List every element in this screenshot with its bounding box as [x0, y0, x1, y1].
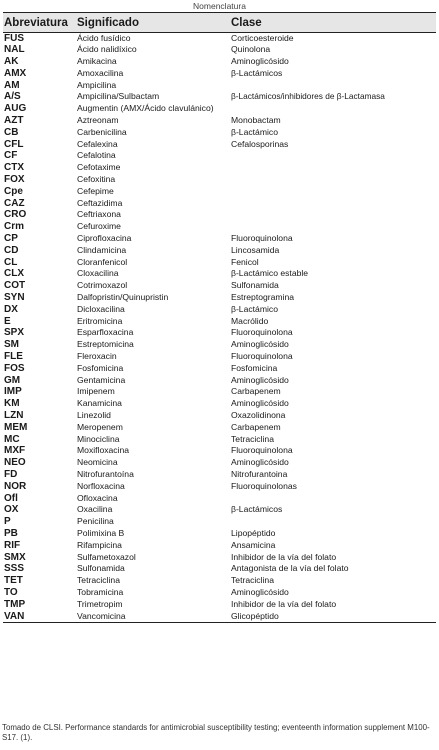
class-cell: [230, 209, 436, 221]
abbreviation-cell: LZN: [4, 410, 24, 421]
class-cell: Inhibidor de la vía del folato: [231, 551, 337, 562]
abbreviation-cell: AZT: [4, 115, 24, 127]
table-row: [3, 469, 436, 481]
abbreviation-cell: CRO: [4, 209, 27, 221]
class-cell: Inhibidor de la vía del folato: [231, 598, 337, 609]
meaning-cell: Moxifloxacina: [77, 445, 130, 456]
table-row: [3, 316, 436, 328]
header-abbreviation: Abreviatura: [4, 16, 68, 29]
table-row: [3, 68, 436, 80]
meaning-cell: Imipenem: [77, 386, 115, 397]
meaning-cell: Clindamicina: [77, 244, 127, 255]
class-cell: Macrólido: [231, 315, 269, 326]
meaning-cell: Ceftazidima: [77, 197, 123, 208]
abbreviation-cell: AM: [4, 79, 20, 91]
abbreviation-cell: CAZ: [4, 197, 25, 209]
table-row: [3, 80, 436, 92]
abbreviation-cell: TO: [4, 586, 18, 598]
table-row: [3, 528, 436, 540]
table-row: [3, 280, 436, 292]
class-cell: Aminoglicósido: [231, 457, 289, 468]
class-cell: β-Lactámicos/inhibidores de β-Lactamasa: [231, 91, 385, 102]
class-cell: [230, 186, 436, 198]
abbreviation-cell: CTX: [4, 162, 24, 174]
table-row: [3, 563, 436, 575]
meaning-cell: Polimixina B: [77, 527, 125, 538]
abbreviation-cell: CF: [4, 150, 18, 162]
table-row: [3, 103, 436, 115]
table-row: [3, 33, 436, 45]
meaning-cell: Rifampicina: [77, 539, 122, 550]
abbreviation-cell: FOS: [4, 362, 25, 374]
table-row: [3, 599, 436, 611]
table-row: [3, 575, 436, 587]
abbreviation-cell: GM: [4, 374, 21, 386]
class-cell: Cefalosporinas: [231, 138, 289, 149]
class-cell: Carbapenem: [231, 421, 281, 432]
abbreviation-cell: NOR: [4, 480, 27, 492]
table-row: [3, 493, 436, 505]
header-class: Clase: [231, 16, 262, 29]
table-row: [3, 611, 436, 623]
meaning-cell: Tobramicina: [77, 586, 124, 597]
meaning-cell: Sulfonamida: [77, 563, 125, 574]
meaning-cell: Ceftriaxona: [77, 209, 121, 220]
table-row: [3, 481, 436, 493]
class-cell: [230, 493, 436, 505]
class-cell: β-Lactámicos: [231, 504, 283, 515]
table-row: [3, 56, 436, 68]
meaning-cell: Cefepime: [77, 185, 114, 196]
table-row: [3, 186, 436, 198]
meaning-cell: Estreptomicina: [77, 339, 134, 350]
abbreviation-cell: FLE: [4, 351, 23, 363]
abbreviation-cell: SMX: [4, 551, 26, 563]
class-cell: Ansamicina: [231, 539, 276, 550]
abbreviation-cell: AUG: [4, 103, 27, 115]
abbreviation-cell: Crm: [4, 221, 25, 233]
source-footnote: Tomado de CLSI. Performance standards for antimicrobial susceptibility testing; eventeenth information supplement M100-S17. (1).: [2, 723, 430, 742]
abbreviation-cell: OX: [4, 504, 19, 516]
class-cell: Aminoglicósido: [231, 374, 289, 385]
meaning-cell: Augmentin (AMX/Ácido clavulánico): [77, 103, 214, 114]
abbreviation-cell: NAL: [4, 44, 25, 56]
table-row: [3, 150, 436, 162]
meaning-cell: Meropenem: [77, 421, 123, 432]
meaning-cell: Norfloxacina: [77, 480, 125, 491]
abbreviation-cell: IMP: [4, 386, 22, 398]
abbreviation-cell: PB: [4, 527, 18, 539]
meaning-cell: Cefalotina: [77, 150, 116, 161]
meaning-cell: Trimetropim: [77, 598, 123, 609]
abbreviation-cell: KM: [4, 398, 20, 410]
meaning-cell: Fosfomicina: [77, 362, 124, 373]
class-cell: β-Lactámico: [231, 303, 278, 314]
table-row: [3, 174, 436, 186]
table-row: [3, 44, 436, 56]
abbreviation-cell: CFL: [4, 138, 24, 150]
meaning-cell: Linezolid: [77, 410, 111, 420]
meaning-cell: Cloxacilina: [77, 268, 119, 279]
table-row: [3, 351, 436, 363]
class-cell: Fluoroquinolona: [231, 327, 293, 338]
table-row: [3, 375, 436, 387]
meaning-cell: Minociclina: [77, 433, 120, 444]
meaning-cell: Neomicina: [77, 457, 118, 468]
class-cell: Tetraciclina: [231, 433, 274, 444]
table-row: [3, 398, 436, 410]
abbreviation-cell: MC: [4, 433, 20, 445]
class-cell: Fluoroquinolona: [231, 351, 293, 362]
meaning-cell: Amoxacilina: [77, 67, 124, 78]
class-cell: Aminoglicósido: [231, 56, 289, 67]
table-row: [3, 221, 436, 233]
class-cell: [230, 103, 436, 115]
meaning-cell: Fleroxacin: [77, 351, 117, 362]
meaning-cell: Amikacina: [77, 56, 117, 67]
meaning-cell: Cefotaxime: [77, 162, 121, 173]
abbreviation-cell: CB: [4, 126, 19, 138]
meaning-cell: Cefoxitina: [77, 174, 116, 185]
meaning-cell: Ácido fusídico: [77, 33, 131, 43]
abbreviation-cell: SM: [4, 339, 19, 351]
class-cell: Lipopéptido: [231, 527, 276, 538]
meaning-cell: Aztreonam: [77, 115, 119, 126]
class-cell: Tetraciclina: [231, 575, 274, 586]
class-cell: Sulfonamida: [231, 280, 279, 291]
class-cell: Quinolona: [231, 44, 271, 55]
meaning-cell: Tetraciclina: [77, 575, 120, 586]
abbreviation-cell: AK: [4, 56, 19, 68]
class-cell: β-Lactámico estable: [231, 268, 309, 279]
class-cell: [230, 162, 436, 174]
abbreviation-cell: CL: [4, 256, 18, 268]
class-cell: Monobactam: [231, 115, 281, 126]
meaning-cell: Ofloxacina: [77, 492, 118, 503]
table-row: [3, 504, 436, 516]
abbreviation-cell: FOX: [4, 174, 25, 186]
meaning-cell: Cotrimoxazol: [77, 280, 128, 291]
meaning-cell: Ácido nalidíxico: [77, 44, 137, 55]
class-cell: Aminoglicósido: [231, 398, 289, 409]
table-row: [3, 363, 436, 375]
abbreviation-cell: TET: [4, 575, 23, 587]
table-row: [3, 327, 436, 339]
meaning-cell: Kanamicina: [77, 398, 122, 409]
class-cell: Carbapenem: [231, 386, 281, 397]
class-cell: Antagonista de la vía del folato: [231, 563, 349, 574]
abbreviation-cell: CP: [4, 233, 18, 245]
nomenclature-table: [3, 12, 436, 623]
meaning-cell: Cefalexina: [77, 138, 118, 149]
table-row: [3, 91, 436, 103]
class-cell: [230, 174, 436, 186]
abbreviation-cell: SSS: [4, 563, 25, 575]
meaning-cell: Esparfloxacina: [77, 327, 134, 338]
abbreviation-cell: A/S: [4, 91, 21, 103]
class-cell: Estreptogramina: [231, 292, 295, 303]
class-cell: Lincosamida: [231, 244, 280, 255]
table-row: [3, 339, 436, 351]
abbreviation-cell: RIF: [4, 539, 21, 551]
table-row: [3, 162, 436, 174]
table-body: [3, 33, 436, 623]
meaning-cell: Dalfopristin/Quinupristin: [77, 292, 169, 303]
table-row: [3, 209, 436, 221]
meaning-cell: Gentamicina: [77, 374, 126, 385]
table-row: [3, 410, 436, 422]
table-row: [3, 386, 436, 398]
abbreviation-cell: COT: [4, 280, 26, 292]
meaning-cell: Ampicilina/Sulbactam: [77, 91, 160, 102]
table-row: [3, 115, 436, 127]
meaning-cell: Cloranfenicol: [77, 256, 128, 267]
table-row: [3, 434, 436, 446]
meaning-cell: Ciprofloxacina: [77, 233, 132, 244]
abbreviation-cell: Cpe: [4, 185, 23, 197]
table-row: [3, 127, 436, 139]
table-row: [3, 139, 436, 151]
class-cell: [230, 150, 436, 162]
class-cell: Corticoesteroide: [231, 33, 294, 43]
table-row: [3, 268, 436, 280]
class-cell: β-Lactámicos: [231, 67, 283, 78]
abbreviation-cell: CLX: [4, 268, 24, 280]
table-row: [3, 245, 436, 257]
class-cell: β-Lactámico: [231, 126, 278, 137]
meaning-cell: Carbenicilina: [77, 126, 127, 137]
table-row: [3, 457, 436, 469]
abbreviation-cell: SPX: [4, 327, 25, 339]
abbreviation-cell: VAN: [4, 610, 25, 622]
table-row: [3, 552, 436, 564]
class-cell: Fenicol: [231, 256, 259, 267]
meaning-cell: Dicloxacilina: [77, 303, 125, 314]
meaning-cell: Sulfametoxazol: [77, 551, 136, 562]
meaning-cell: Vancomicina: [77, 610, 126, 621]
header-meaning: Significado: [77, 16, 139, 29]
table-row: [3, 233, 436, 245]
abbreviation-cell: MXF: [4, 445, 26, 457]
abbreviation-cell: CD: [4, 244, 19, 256]
meaning-cell: Ampicilina: [77, 79, 117, 90]
table-row: [3, 257, 436, 269]
meaning-cell: Cefuroxime: [77, 221, 121, 232]
class-cell: Glicopéptido: [231, 610, 279, 621]
class-cell: Fluoroquinolona: [231, 233, 293, 244]
class-cell: Aminoglicósido: [231, 339, 289, 350]
table-row: [3, 198, 436, 210]
table-header-row: [3, 13, 436, 33]
class-cell: [230, 80, 436, 92]
abbreviation-cell: NEO: [4, 457, 26, 469]
table-row: [3, 587, 436, 599]
abbreviation-cell: FUS: [4, 33, 24, 44]
class-cell: Fosfomicina: [231, 362, 278, 373]
table-row: [3, 422, 436, 434]
table-caption: Nomenclatura: [193, 1, 246, 11]
abbreviation-cell: SYN: [4, 292, 25, 304]
class-cell: [230, 198, 436, 210]
table-row: [3, 445, 436, 457]
table-row: [3, 540, 436, 552]
abbreviation-cell: E: [4, 315, 11, 327]
meaning-cell: Oxacilina: [77, 504, 113, 515]
class-cell: Aminoglicósido: [231, 586, 289, 597]
abbreviation-cell: FD: [4, 468, 18, 480]
table-row: [3, 516, 436, 528]
meaning-cell: Eritromicina: [77, 315, 123, 326]
table-row: [3, 304, 436, 316]
class-cell: Fluoroquinolona: [231, 445, 293, 456]
class-cell: Fluoroquinolonas: [231, 480, 297, 491]
abbreviation-cell: P: [4, 516, 11, 528]
abbreviation-cell: DX: [4, 303, 18, 315]
meaning-cell: Penicilina: [77, 516, 114, 527]
class-cell: Nitrofurantoina: [231, 468, 288, 479]
class-cell: Oxazolidinona: [231, 410, 286, 420]
meaning-cell: Nitrofurantoína: [77, 468, 134, 479]
abbreviation-cell: AMX: [4, 67, 27, 79]
class-cell: [230, 221, 436, 233]
abbreviation-cell: Ofl: [4, 492, 18, 504]
abbreviation-cell: TMP: [4, 598, 26, 610]
class-cell: [230, 516, 436, 528]
table-row: [3, 292, 436, 304]
abbreviation-cell: MEM: [4, 421, 28, 433]
